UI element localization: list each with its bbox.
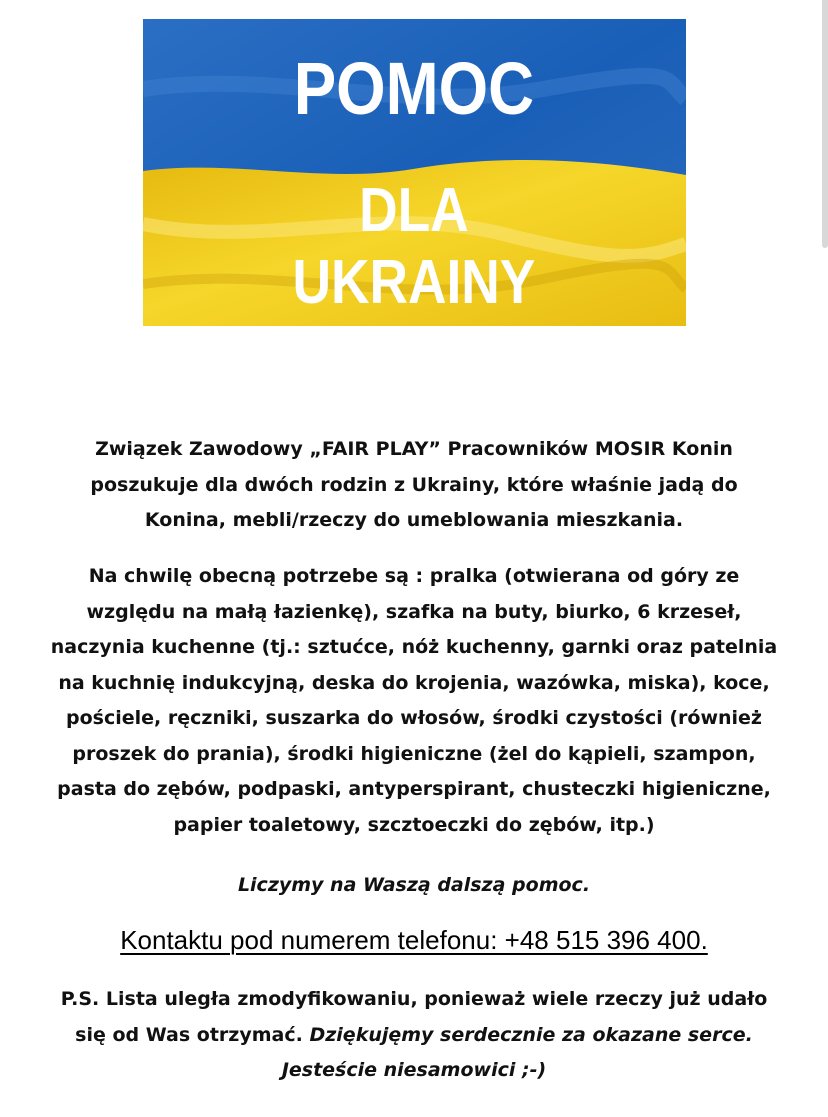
banner-title-dla: DLA [359, 176, 469, 245]
banner-title-ukrainy: UKRAINY [292, 248, 536, 317]
postscript-line-3: Jesteście niesamowici ;-) [281, 1059, 547, 1081]
postscript-line-2-normal: się od Was otrzymać. [75, 1023, 303, 1046]
intro-line: Związek Zawodowy „FAIR PLAY” Pracowników MOSIR Konin [95, 438, 733, 460]
needs-line: pościele, ręczniki, suszarka do włosów, środki czystości (również [66, 707, 762, 729]
intro-paragraph [40, 432, 788, 539]
scrollbar[interactable] [822, 0, 828, 248]
intro-line: Konina, mebli/rzeczy do umeblowania mieszkania. [144, 509, 684, 531]
intro-line: poszukuje dla dwóch rodzin z Ukrainy, które właśnie jadą do [90, 473, 738, 496]
postscript-thanks: Dziękujęmy serdecznie za okazane serce. [302, 1023, 753, 1046]
ukraine-flag-banner [143, 19, 686, 326]
postscript-line-1: P.S. Lista uległa zmodyfikowaniu, ponieważ wiele rzeczy już udało [60, 988, 768, 1010]
needs-line: na kuchnię indukcyjną, deska do krojenia, wazówka, miska), koce, [58, 671, 770, 694]
needs-line: pasta do zębów, podpaski, antyperspirant, chusteczki higieniczne, [57, 778, 771, 800]
contact-phone-text: Kontaktu pod numerem telefonu: +48 515 396 400. [120, 925, 708, 955]
needs-line: względu na małą łazienkę), szafka na buty, biurko, 6 krzeseł, [86, 600, 742, 623]
contact-phone-line [40, 921, 788, 959]
needs-line: papier toaletowy, szcztoeczki do zębów, itp.) [173, 813, 655, 836]
needs-line: proszek do prania), środki higieniczne (żel do kąpieli, szampon, [72, 742, 756, 765]
flag-graphic [143, 19, 686, 326]
closing-line: Liczymy na Waszą dalszą pomoc. [237, 874, 591, 896]
postscript-line-2 [40, 1018, 788, 1054]
banner-title-pomoc: POMOC [293, 47, 535, 131]
needs-line: naczynia kuchenne (tj.: sztućce, nóż kuchenny, garnki oraz patelnia [50, 636, 778, 658]
needs-paragraph [40, 559, 788, 843]
needs-line: Na chwilę obecną potrzebe są : pralka (otwierana od góry ze [88, 565, 740, 587]
postscript-paragraph [40, 982, 788, 1089]
